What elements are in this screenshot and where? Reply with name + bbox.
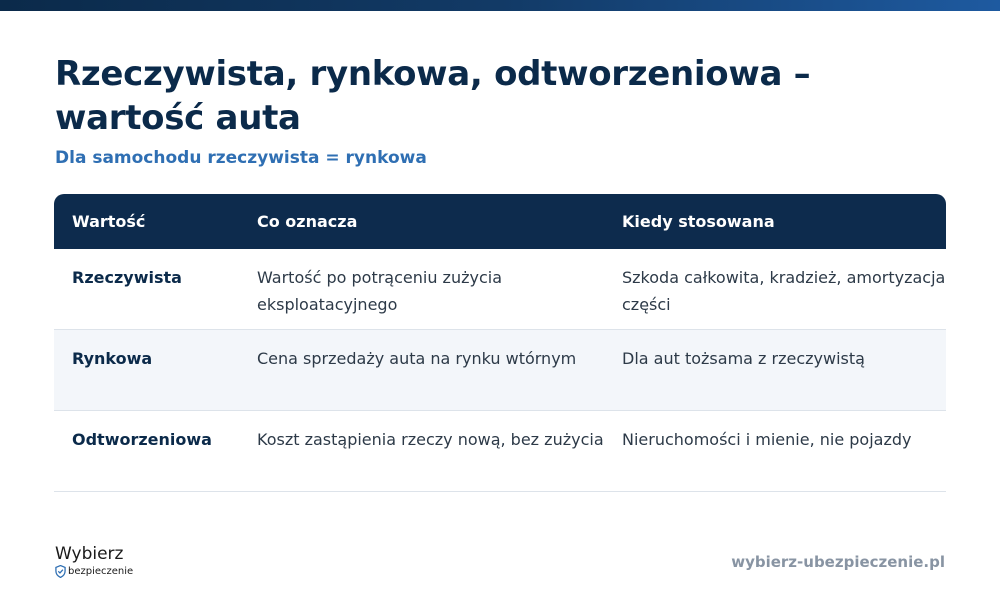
row-usage: Nieruchomości i mienie, nie pojazdy xyxy=(622,430,912,449)
row-name: Rynkowa xyxy=(72,349,153,368)
table-row xyxy=(54,411,946,492)
row-name: Rzeczywista xyxy=(72,268,182,287)
table-header xyxy=(54,194,946,249)
row-usage: Szkoda całkowita, kradzież, amortyzacja części xyxy=(622,268,946,314)
brand-logo xyxy=(55,544,133,578)
top-accent-bar xyxy=(0,0,1000,11)
site-url: wybierz-ubezpieczenie.pl xyxy=(731,553,945,571)
row-name: Odtworzeniowa xyxy=(72,430,212,449)
logo-text-bottom: bezpieczenie xyxy=(68,566,134,577)
row-meaning: Wartość po potrąceniu zużycia eksploatacyjnego xyxy=(257,268,502,314)
page-title: Rzeczywista, rynkowa, odtworzeniowa – wartość auta xyxy=(55,54,811,138)
logo-bottom-line xyxy=(55,565,133,578)
table-row xyxy=(54,249,946,330)
column-header-value: Wartość xyxy=(72,212,146,231)
shield-check-icon xyxy=(55,565,66,578)
page-subtitle: Dla samochodu rzeczywista = rynkowa xyxy=(55,148,427,168)
row-usage: Dla aut tożsama z rzeczywistą xyxy=(622,349,865,368)
comparison-table xyxy=(54,194,946,492)
row-meaning: Koszt zastąpienia rzeczy nową, bez zużycia xyxy=(257,430,604,449)
column-header-usage: Kiedy stosowana xyxy=(622,212,775,231)
row-meaning: Cena sprzedaży auta na rynku wtórnym xyxy=(257,349,577,368)
logo-text-top: Wybierz xyxy=(55,544,124,564)
table-row xyxy=(54,330,946,411)
column-header-meaning: Co oznacza xyxy=(257,212,358,231)
